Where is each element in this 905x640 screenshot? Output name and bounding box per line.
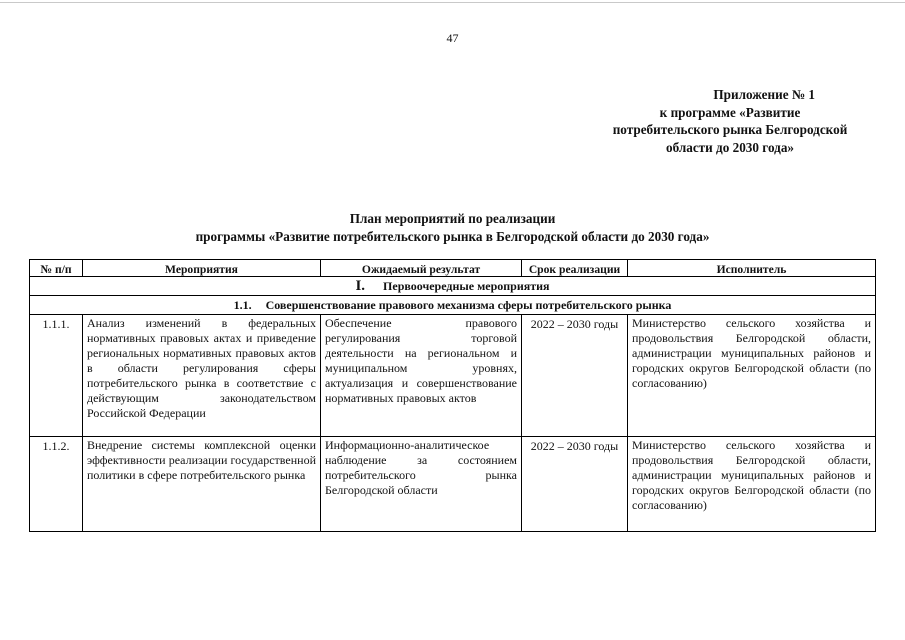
header-activity: Мероприятия (83, 260, 321, 277)
appendix-line-4: области до 2030 года» (665, 139, 795, 155)
subsection-title: Совершенствование правового механизма сферы потребительского рынка (265, 298, 672, 312)
header-number: № п/п (30, 260, 83, 277)
row-term: 2022 – 2030 годы (522, 437, 628, 532)
row-activity: Внедрение системы комплексной оценки эффективности реализации государственной политики в сфере потребительского рынка (83, 437, 321, 532)
row-executor: Министерство сельского хозяйства и продовольствия Белгородской области, администрации муниципальных районов и городских округов Белгородской области (по согласованию) (628, 437, 876, 532)
row-result: Информационно-аналитическое наблюдение за состоянием потребительского рынка Белгородской области (321, 437, 522, 532)
row-term: 2022 – 2030 годы (522, 315, 628, 437)
appendix-line-1: Приложение № 1 (713, 87, 815, 102)
section-title: Первоочередные мероприятия (383, 279, 550, 293)
row-executor: Министерство сельского хозяйства и продовольствия Белгородской области, администрации муниципальных районов и городских округов Белгородской области (по согласованию) (628, 315, 876, 437)
subsection-row (30, 296, 876, 315)
row-number: 1.1.2. (30, 437, 83, 532)
table-header-row (30, 260, 876, 277)
page-number: 47 (446, 31, 459, 45)
title-line-1: План мероприятий по реализации (349, 211, 556, 226)
row-activity: Анализ изменений в федеральных нормативных правовых актах и приведение региональных нормативных правовых актов в области регулирования сферы потребительского рынка в соответствие с действующим законодательством Российской Федерации (83, 315, 321, 437)
title-line-2: программы «Развитие потребительского рынка в Белгородской области до 2030 года» (195, 229, 710, 244)
subsection-heading (30, 296, 876, 315)
document-title (0, 210, 905, 246)
section-number: I. (355, 278, 366, 294)
section-heading (30, 277, 876, 296)
appendix-line-2: к программе «Развитие (659, 104, 801, 120)
appendix-heading (585, 86, 875, 156)
appendix-line-3: потребительского рынка Белгородской (612, 122, 848, 138)
table-row (30, 315, 876, 437)
row-number: 1.1.1. (30, 315, 83, 437)
section-row (30, 277, 876, 296)
page-top-border (0, 2, 905, 3)
header-executor: Исполнитель (628, 260, 876, 277)
table-row (30, 437, 876, 532)
header-term: Срок реализации (522, 260, 628, 277)
plan-table (29, 259, 876, 532)
subsection-number: 1.1. (233, 298, 252, 312)
row-result: Обеспечение правового регулирования торговой деятельности на региональном и муниципальном уровнях, актуализация и совершенствование нормативных правовых актов (321, 315, 522, 437)
header-result: Ожидаемый результат (321, 260, 522, 277)
